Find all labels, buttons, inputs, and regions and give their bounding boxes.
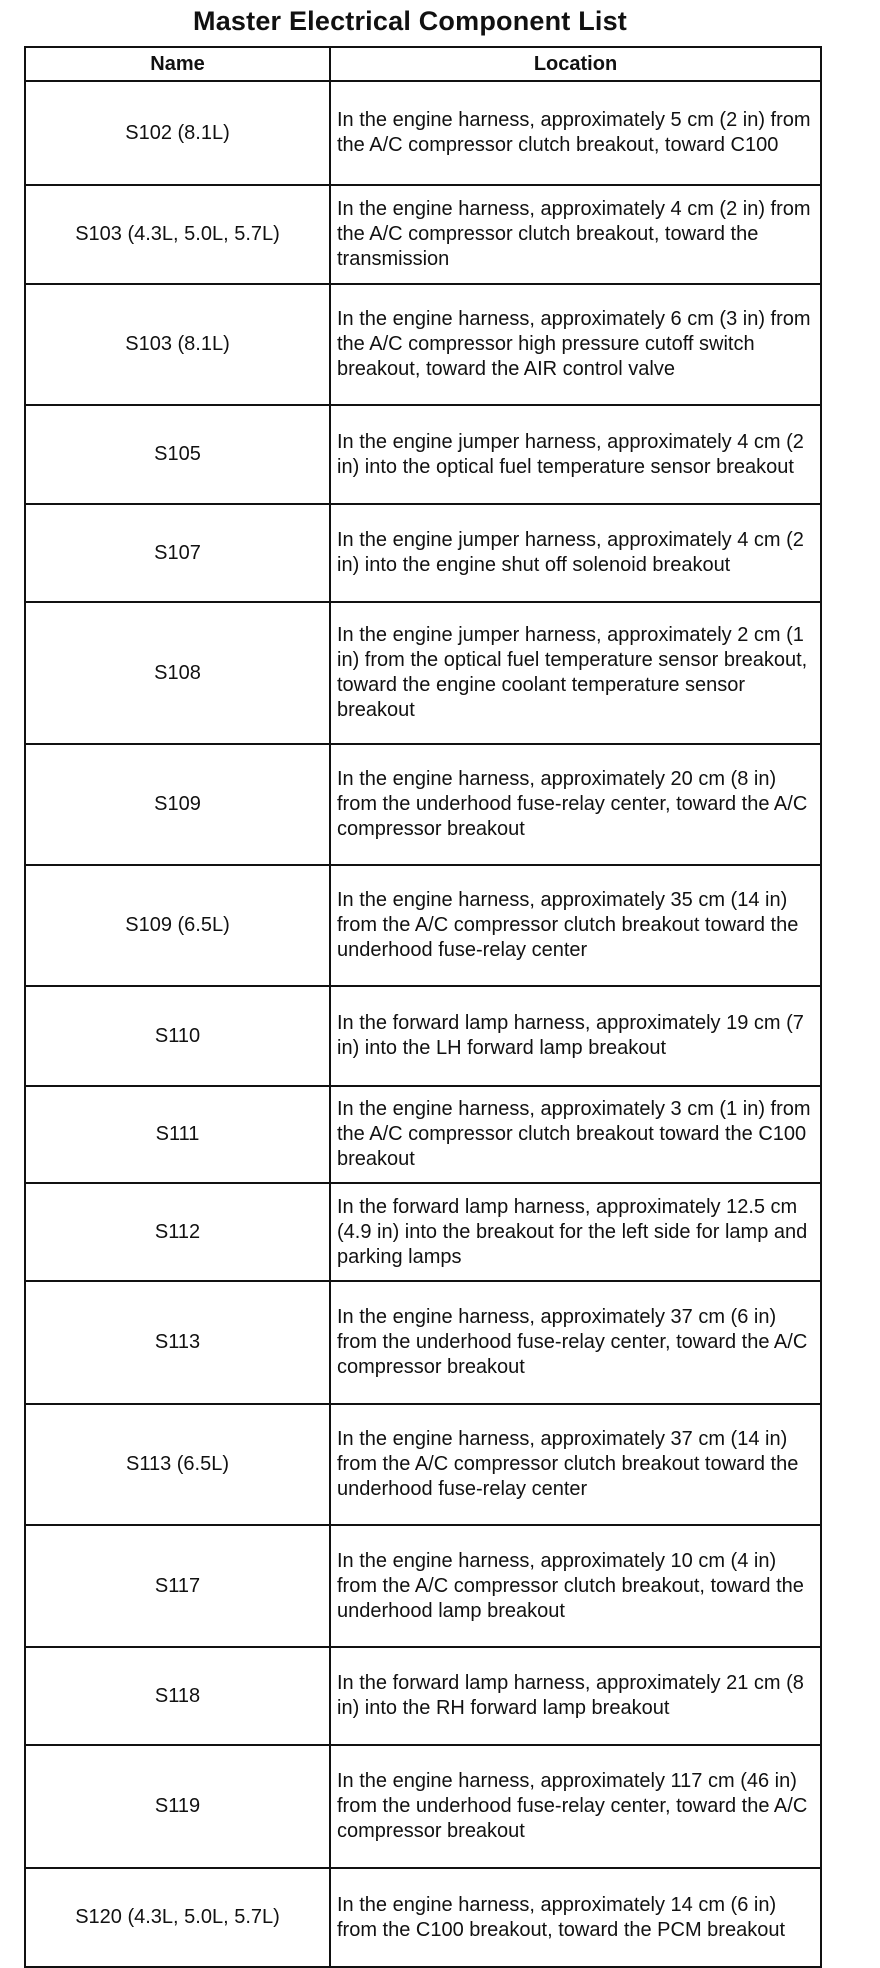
table-row: [25, 1868, 821, 1967]
component-name: S111: [25, 1086, 330, 1183]
component-table: [24, 46, 822, 1968]
component-name: S119: [25, 1745, 330, 1868]
table-row: [25, 1404, 821, 1525]
component-location: In the engine harness, approximately 117 cm (46 in) from the underhood fuse-relay center, toward the A/C compressor breakout: [330, 1745, 821, 1868]
table-row: [25, 1745, 821, 1868]
component-name: S118: [25, 1647, 330, 1745]
component-location: In the engine jumper harness, approximately 4 cm (2 in) into the optical fuel temperature sensor breakout: [330, 405, 821, 504]
component-name: S120 (4.3L, 5.0L, 5.7L): [25, 1868, 330, 1967]
component-location: In the engine harness, approximately 3 cm (1 in) from the A/C compressor clutch breakout toward the C100 breakout: [330, 1086, 821, 1183]
component-name: S112: [25, 1183, 330, 1281]
table-row: [25, 81, 821, 185]
column-header-location: Location: [330, 47, 821, 81]
component-name: S109 (6.5L): [25, 865, 330, 986]
component-name: S109: [25, 744, 330, 865]
component-location: In the engine harness, approximately 6 cm (3 in) from the A/C compressor high pressure cutoff switch breakout, toward the AIR control valve: [330, 284, 821, 405]
component-location: In the engine harness, approximately 35 cm (14 in) from the A/C compressor clutch breakout toward the underhood fuse-relay center: [330, 865, 821, 986]
component-location: In the engine harness, approximately 14 cm (6 in) from the C100 breakout, toward the PCM breakout: [330, 1868, 821, 1967]
component-name: S103 (8.1L): [25, 284, 330, 405]
component-location: In the engine harness, approximately 37 cm (6 in) from the underhood fuse-relay center, toward the A/C compressor breakout: [330, 1281, 821, 1404]
component-location: In the engine harness, approximately 4 cm (2 in) from the A/C compressor clutch breakout, toward the transmission: [330, 185, 821, 284]
component-name: S108: [25, 602, 330, 744]
table-row: [25, 602, 821, 744]
table-header-row: [25, 47, 821, 81]
component-name: S107: [25, 504, 330, 602]
component-location: In the engine harness, approximately 37 cm (14 in) from the A/C compressor clutch breakout toward the underhood fuse-relay center: [330, 1404, 821, 1525]
table-row: [25, 1086, 821, 1183]
component-location: In the engine jumper harness, approximately 4 cm (2 in) into the engine shut off solenoid breakout: [330, 504, 821, 602]
component-location: In the engine jumper harness, approximately 2 cm (1 in) from the optical fuel temperature sensor breakout, toward the engine coolant temperature sensor breakout: [330, 602, 821, 744]
component-name: S110: [25, 986, 330, 1086]
table-row: [25, 405, 821, 504]
table-row: [25, 1183, 821, 1281]
page-title: Master Electrical Component List: [193, 6, 627, 36]
component-location: In the engine harness, approximately 10 cm (4 in) from the A/C compressor clutch breakout, toward the underhood lamp breakout: [330, 1525, 821, 1647]
table-row: [25, 185, 821, 284]
component-name: S103 (4.3L, 5.0L, 5.7L): [25, 185, 330, 284]
table-row: [25, 865, 821, 986]
component-location: In the forward lamp harness, approximately 19 cm (7 in) into the LH forward lamp breakout: [330, 986, 821, 1086]
table-row: [25, 1525, 821, 1647]
table-row: [25, 284, 821, 405]
table-row: [25, 986, 821, 1086]
component-location: In the engine harness, approximately 5 cm (2 in) from the A/C compressor clutch breakout, toward C100: [330, 81, 821, 185]
column-header-name: Name: [25, 47, 330, 81]
table-row: [25, 504, 821, 602]
component-name: S113 (6.5L): [25, 1404, 330, 1525]
component-name: S117: [25, 1525, 330, 1647]
component-location: In the engine harness, approximately 20 cm (8 in) from the underhood fuse-relay center, toward the A/C compressor breakout: [330, 744, 821, 865]
component-location: In the forward lamp harness, approximately 12.5 cm (4.9 in) into the breakout for the left side for lamp and parking lamps: [330, 1183, 821, 1281]
component-name: S105: [25, 405, 330, 504]
component-name: S102 (8.1L): [25, 81, 330, 185]
component-location: In the forward lamp harness, approximately 21 cm (8 in) into the RH forward lamp breakout: [330, 1647, 821, 1745]
table-row: [25, 1281, 821, 1404]
table-row: [25, 744, 821, 865]
table-row: [25, 1647, 821, 1745]
component-name: S113: [25, 1281, 330, 1404]
